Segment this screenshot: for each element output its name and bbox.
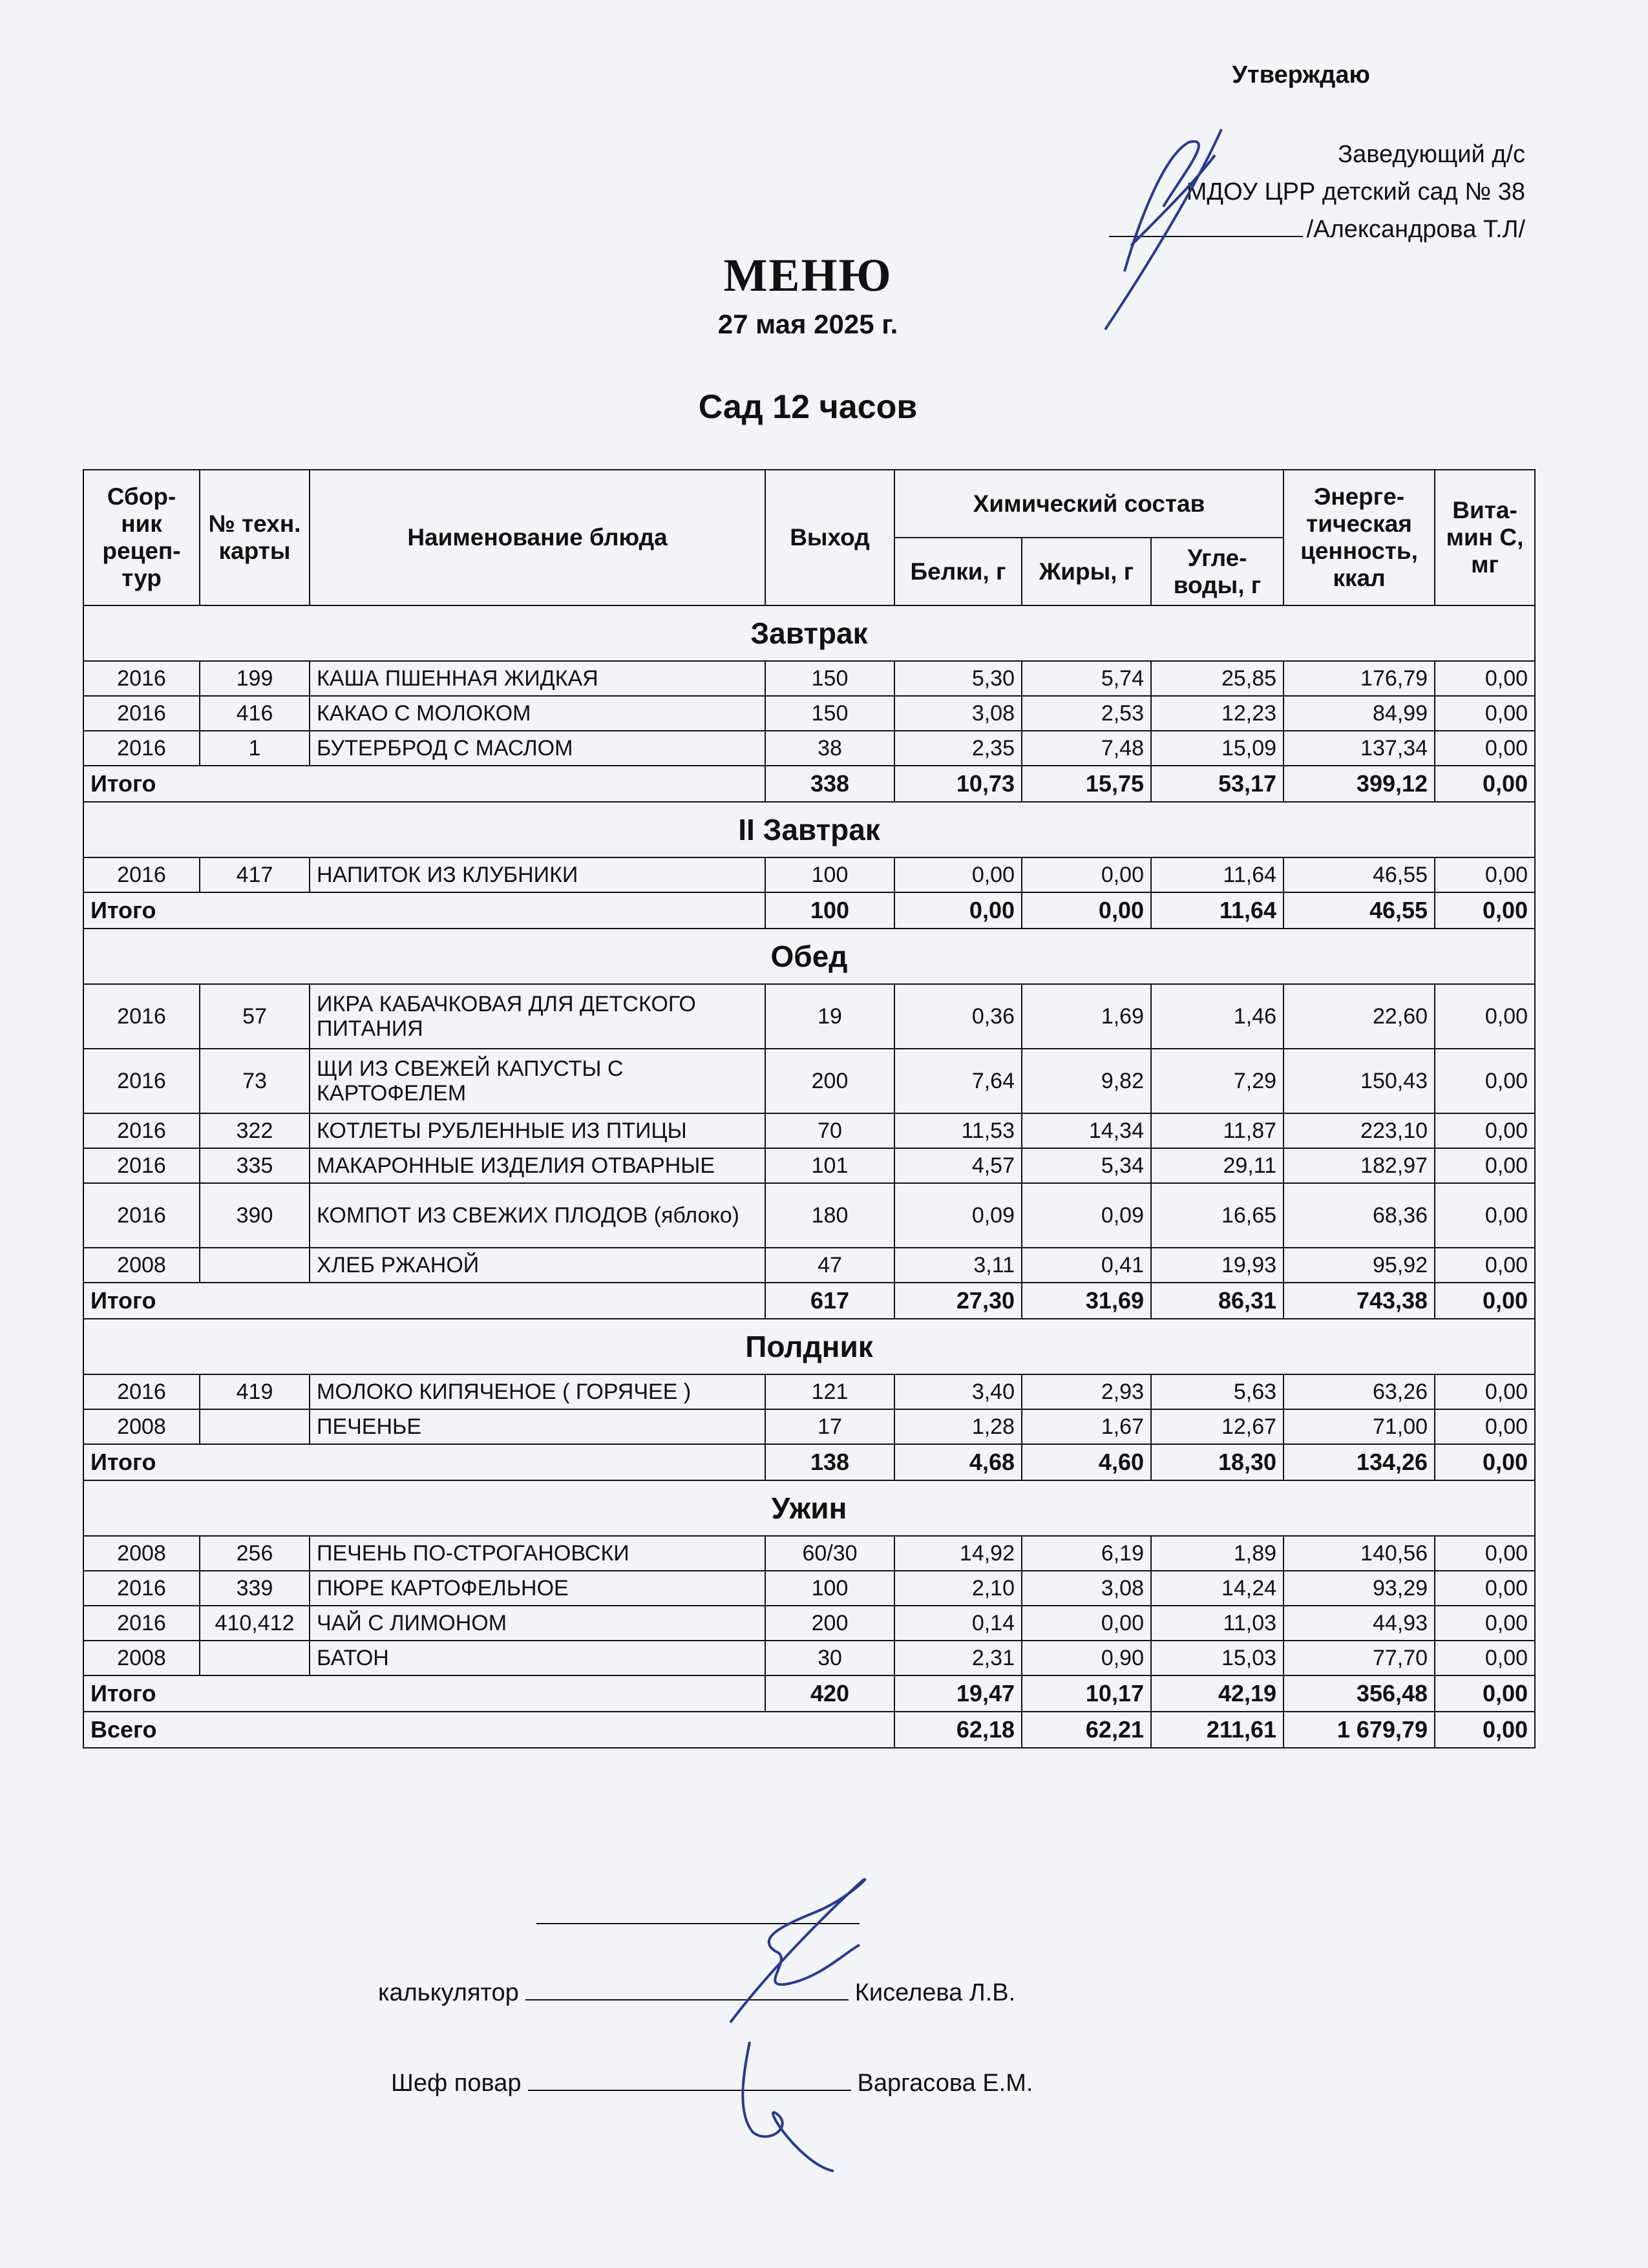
- cell-carbs: 29,11: [1151, 1148, 1284, 1183]
- calculator-name: Киселева Л.В.: [854, 1979, 1016, 2006]
- cell-vitamin: 0,00: [1435, 1248, 1535, 1283]
- total-label: Итого: [83, 1675, 765, 1712]
- cell-energy: 44,93: [1284, 1606, 1435, 1641]
- cell-fat: 5,34: [1022, 1148, 1151, 1183]
- cell-energy: 140,56: [1284, 1536, 1435, 1571]
- cell-card: 199: [200, 661, 310, 696]
- page-title: МЕНЮ: [723, 249, 893, 301]
- section-title: Обед: [83, 929, 1535, 984]
- grand-total-carbs: 211,61: [1151, 1712, 1284, 1748]
- cell-dish: МОЛОКО КИПЯЧЕНОЕ ( ГОРЯЧЕЕ ): [310, 1374, 765, 1409]
- cell-yield: 47: [765, 1248, 894, 1283]
- cell-protein: 4,57: [894, 1148, 1022, 1183]
- cell-carbs: 5,63: [1151, 1374, 1284, 1409]
- total-carbs: 42,19: [1151, 1675, 1284, 1712]
- cell-protein: 2,10: [894, 1571, 1022, 1606]
- cell-protein: 2,31: [894, 1641, 1022, 1675]
- cell-protein: 3,08: [894, 696, 1022, 731]
- cell-vitamin: 0,00: [1435, 1571, 1535, 1606]
- cell-dish: ЩИ ИЗ СВЕЖЕЙ КАПУСТЫ С КАРТОФЕЛЕМ: [310, 1049, 765, 1113]
- total-vitamin: 0,00: [1435, 1444, 1535, 1480]
- total-energy: 743,38: [1284, 1283, 1435, 1319]
- cell-protein: 0,14: [894, 1606, 1022, 1641]
- chef-signature: [391, 2070, 1033, 2097]
- cell-vitamin: 0,00: [1435, 1641, 1535, 1675]
- total-vitamin: 0,00: [1435, 1283, 1535, 1319]
- cell-carbs: 16,65: [1151, 1183, 1284, 1248]
- cell-carbs: 12,23: [1151, 696, 1284, 731]
- total-energy: 399,12: [1284, 766, 1435, 802]
- total-vitamin: 0,00: [1435, 1675, 1535, 1712]
- cell-collection: 2016: [83, 1113, 200, 1148]
- grand-total-label: Всего: [83, 1712, 894, 1748]
- total-yield: 617: [765, 1283, 894, 1319]
- cell-yield: 200: [765, 1606, 894, 1641]
- cell-card: 390: [200, 1183, 310, 1248]
- cell-collection: 2016: [83, 1049, 200, 1113]
- cell-card: 335: [200, 1148, 310, 1183]
- col-yield: Выход: [765, 470, 894, 605]
- total-energy: 356,48: [1284, 1675, 1435, 1712]
- section-header-row: [83, 929, 1535, 984]
- table-row: [83, 1183, 1535, 1248]
- cell-energy: 84,99: [1284, 696, 1435, 731]
- cell-collection: 2016: [83, 984, 200, 1049]
- total-carbs: 86,31: [1151, 1283, 1284, 1319]
- approval-position: Заведующий д/с: [1338, 141, 1525, 168]
- cell-fat: 2,53: [1022, 696, 1151, 731]
- menu-date: 27 мая 2025 г.: [717, 309, 898, 339]
- total-row: [83, 1444, 1535, 1480]
- cell-carbs: 19,93: [1151, 1248, 1284, 1283]
- cell-card: 339: [200, 1571, 310, 1606]
- cell-fat: 6,19: [1022, 1536, 1151, 1571]
- cell-dish: ПЮРЕ КАРТОФЕЛЬНОЕ: [310, 1571, 765, 1606]
- grand-total-fat: 62,21: [1022, 1712, 1151, 1748]
- col-energy: Энерге-тическая ценность, ккал: [1284, 470, 1435, 605]
- total-label: Итого: [83, 892, 765, 929]
- cell-vitamin: 0,00: [1435, 1374, 1535, 1409]
- table-row: [83, 1409, 1535, 1444]
- approval-organization: МДОУ ЦРР детский сад № 38: [1186, 178, 1525, 205]
- total-energy: 134,26: [1284, 1444, 1435, 1480]
- cell-carbs: 11,64: [1151, 857, 1284, 892]
- col-carbs: Угле-воды, г: [1151, 538, 1284, 605]
- cell-fat: 1,69: [1022, 984, 1151, 1049]
- total-protein: 19,47: [894, 1675, 1022, 1712]
- table-row: [83, 1248, 1535, 1283]
- total-carbs: 18,30: [1151, 1444, 1284, 1480]
- cell-dish: БАТОН: [310, 1641, 765, 1675]
- table-row: [83, 1113, 1535, 1148]
- cell-energy: 77,70: [1284, 1641, 1435, 1675]
- cell-protein: 7,64: [894, 1049, 1022, 1113]
- cell-collection: 2016: [83, 1148, 200, 1183]
- col-dish: Наименование блюда: [310, 470, 765, 605]
- total-row: [83, 892, 1535, 929]
- cell-dish: НАПИТОК ИЗ КЛУБНИКИ: [310, 857, 765, 892]
- cell-energy: 46,55: [1284, 857, 1435, 892]
- cell-fat: 0,41: [1022, 1248, 1151, 1283]
- cell-vitamin: 0,00: [1435, 731, 1535, 766]
- table-row: [83, 696, 1535, 731]
- total-energy: 46,55: [1284, 892, 1435, 929]
- cell-fat: 0,90: [1022, 1641, 1151, 1675]
- cell-yield: 70: [765, 1113, 894, 1148]
- col-collection: Сбор-ник рецеп-тур: [83, 470, 200, 605]
- total-yield: 420: [765, 1675, 894, 1712]
- cell-carbs: 11,87: [1151, 1113, 1284, 1148]
- section-header-row: [83, 1319, 1535, 1374]
- cell-dish: ИКРА КАБАЧКОВАЯ ДЛЯ ДЕТСКОГО ПИТАНИЯ: [310, 984, 765, 1049]
- cell-card: 419: [200, 1374, 310, 1409]
- cell-yield: 180: [765, 1183, 894, 1248]
- cell-collection: 2008: [83, 1536, 200, 1571]
- total-protein: 27,30: [894, 1283, 1022, 1319]
- grand-total-row: [83, 1712, 1535, 1748]
- cell-vitamin: 0,00: [1435, 1148, 1535, 1183]
- cell-collection: 2016: [83, 1374, 200, 1409]
- cell-carbs: 15,03: [1151, 1641, 1284, 1675]
- cell-dish: КАКАО С МОЛОКОМ: [310, 696, 765, 731]
- cell-dish: МАКАРОННЫЕ ИЗДЕЛИЯ ОТВАРНЫЕ: [310, 1148, 765, 1183]
- cell-collection: 2008: [83, 1248, 200, 1283]
- cell-yield: 30: [765, 1641, 894, 1675]
- group-title: Сад 12 часов: [698, 388, 918, 426]
- cell-fat: 14,34: [1022, 1113, 1151, 1148]
- cell-carbs: 15,09: [1151, 731, 1284, 766]
- cell-protein: 1,28: [894, 1409, 1022, 1444]
- col-vitamin: Вита-мин С, мг: [1435, 470, 1535, 605]
- section-header-row: [83, 605, 1535, 661]
- calculator-signature: [378, 1979, 1015, 2007]
- cell-protein: 0,36: [894, 984, 1022, 1049]
- cell-dish: БУТЕРБРОД С МАСЛОМ: [310, 731, 765, 766]
- approval-title: Утверждаю: [1232, 61, 1370, 89]
- table-row: [83, 1536, 1535, 1571]
- table-row: [83, 984, 1535, 1049]
- cell-vitamin: 0,00: [1435, 1049, 1535, 1113]
- cell-collection: 2016: [83, 696, 200, 731]
- total-label: Итого: [83, 766, 765, 802]
- calculator-signature-scribble: [717, 1874, 879, 2029]
- cell-card: [200, 1248, 310, 1283]
- table-row: [83, 857, 1535, 892]
- cell-collection: 2016: [83, 661, 200, 696]
- cell-card: 410,412: [200, 1606, 310, 1641]
- cell-yield: 19: [765, 984, 894, 1049]
- cell-vitamin: 0,00: [1435, 1536, 1535, 1571]
- total-row: [83, 766, 1535, 802]
- table-row: [83, 731, 1535, 766]
- cell-vitamin: 0,00: [1435, 857, 1535, 892]
- cell-carbs: 11,03: [1151, 1606, 1284, 1641]
- total-protein: 4,68: [894, 1444, 1022, 1480]
- cell-dish: ХЛЕБ РЖАНОЙ: [310, 1248, 765, 1283]
- total-protein: 0,00: [894, 892, 1022, 929]
- cell-protein: 2,35: [894, 731, 1022, 766]
- cell-energy: 68,36: [1284, 1183, 1435, 1248]
- table-row: [83, 1571, 1535, 1606]
- cell-vitamin: 0,00: [1435, 696, 1535, 731]
- cell-protein: 3,11: [894, 1248, 1022, 1283]
- col-chem: Химический состав: [894, 470, 1284, 538]
- col-card: № техн. карты: [200, 470, 310, 605]
- cell-vitamin: 0,00: [1435, 984, 1535, 1049]
- cell-energy: 137,34: [1284, 731, 1435, 766]
- grand-total-energy: 1 679,79: [1284, 1712, 1435, 1748]
- cell-card: 57: [200, 984, 310, 1049]
- total-label: Итого: [83, 1283, 765, 1319]
- total-carbs: 53,17: [1151, 766, 1284, 802]
- cell-card: 417: [200, 857, 310, 892]
- total-yield: 138: [765, 1444, 894, 1480]
- cell-fat: 3,08: [1022, 1571, 1151, 1606]
- cell-vitamin: 0,00: [1435, 1113, 1535, 1148]
- cell-yield: 100: [765, 857, 894, 892]
- chef-label: Шеф повар: [391, 2070, 522, 2097]
- cell-yield: 17: [765, 1409, 894, 1444]
- total-fat: 4,60: [1022, 1444, 1151, 1480]
- cell-protein: 0,09: [894, 1183, 1022, 1248]
- cell-carbs: 25,85: [1151, 661, 1284, 696]
- cell-energy: 71,00: [1284, 1409, 1435, 1444]
- section-title: Полдник: [83, 1319, 1535, 1374]
- section-header-row: [83, 1480, 1535, 1536]
- cell-dish: КОМПОТ ИЗ СВЕЖИХ ПЛОДОВ (яблоко): [310, 1183, 765, 1248]
- cell-energy: 63,26: [1284, 1374, 1435, 1409]
- cell-protein: 0,00: [894, 857, 1022, 892]
- cell-dish: ПЕЧЕНЬ ПО-СТРОГАНОВСКИ: [310, 1536, 765, 1571]
- cell-carbs: 7,29: [1151, 1049, 1284, 1113]
- cell-yield: 101: [765, 1148, 894, 1183]
- col-protein: Белки, г: [894, 538, 1022, 605]
- cell-collection: 2016: [83, 731, 200, 766]
- grand-total-protein: 62,18: [894, 1712, 1022, 1748]
- cell-collection: 2016: [83, 1183, 200, 1248]
- cell-fat: 0,00: [1022, 857, 1151, 892]
- section-title: Ужин: [83, 1480, 1535, 1536]
- table-row: [83, 1606, 1535, 1641]
- cell-fat: 7,48: [1022, 731, 1151, 766]
- section-title: Завтрак: [83, 605, 1535, 661]
- cell-fat: 0,09: [1022, 1183, 1151, 1248]
- cell-card: [200, 1641, 310, 1675]
- total-row: [83, 1283, 1535, 1319]
- total-yield: 338: [765, 766, 894, 802]
- cell-yield: 150: [765, 661, 894, 696]
- cell-protein: 3,40: [894, 1374, 1022, 1409]
- cell-yield: 60/30: [765, 1536, 894, 1571]
- table-row: [83, 1148, 1535, 1183]
- cell-dish: КОТЛЕТЫ РУБЛЕННЫЕ ИЗ ПТИЦЫ: [310, 1113, 765, 1148]
- cell-protein: 5,30: [894, 661, 1022, 696]
- cell-carbs: 12,67: [1151, 1409, 1284, 1444]
- cell-vitamin: 0,00: [1435, 1606, 1535, 1641]
- cell-fat: 0,00: [1022, 1606, 1151, 1641]
- cell-protein: 11,53: [894, 1113, 1022, 1148]
- cell-energy: 22,60: [1284, 984, 1435, 1049]
- cell-yield: 200: [765, 1049, 894, 1113]
- total-yield: 100: [765, 892, 894, 929]
- cell-yield: 38: [765, 731, 894, 766]
- cell-fat: 9,82: [1022, 1049, 1151, 1113]
- approval-name: /Александрова Т.Л/: [1306, 216, 1525, 243]
- cell-vitamin: 0,00: [1435, 1409, 1535, 1444]
- total-vitamin: 0,00: [1435, 892, 1535, 929]
- cell-card: 73: [200, 1049, 310, 1113]
- cell-vitamin: 0,00: [1435, 661, 1535, 696]
- cell-carbs: 1,46: [1151, 984, 1284, 1049]
- col-fat: Жиры, г: [1022, 538, 1151, 605]
- table-row: [83, 1374, 1535, 1409]
- total-vitamin: 0,00: [1435, 766, 1535, 802]
- cell-collection: 2008: [83, 1641, 200, 1675]
- total-carbs: 11,64: [1151, 892, 1284, 929]
- table-row: [83, 1641, 1535, 1675]
- cell-collection: 2016: [83, 1606, 200, 1641]
- cell-protein: 14,92: [894, 1536, 1022, 1571]
- cell-card: 256: [200, 1536, 310, 1571]
- cell-yield: 100: [765, 1571, 894, 1606]
- cell-energy: 95,92: [1284, 1248, 1435, 1283]
- total-fat: 15,75: [1022, 766, 1151, 802]
- cell-energy: 182,97: [1284, 1148, 1435, 1183]
- cell-card: 416: [200, 696, 310, 731]
- cell-fat: 5,74: [1022, 661, 1151, 696]
- chef-name: Варгасова Е.М.: [857, 2070, 1033, 2097]
- total-label: Итого: [83, 1444, 765, 1480]
- cell-energy: 150,43: [1284, 1049, 1435, 1113]
- cell-carbs: 14,24: [1151, 1571, 1284, 1606]
- cell-dish: ПЕЧЕНЬЕ: [310, 1409, 765, 1444]
- cell-yield: 121: [765, 1374, 894, 1409]
- cell-collection: 2016: [83, 1571, 200, 1606]
- section-title: II Завтрак: [83, 802, 1535, 857]
- cell-yield: 150: [765, 696, 894, 731]
- cell-fat: 1,67: [1022, 1409, 1151, 1444]
- cell-carbs: 1,89: [1151, 1536, 1284, 1571]
- cell-card: [200, 1409, 310, 1444]
- menu-body: [83, 605, 1535, 1748]
- cell-dish: КАША ПШЕННАЯ ЖИДКАЯ: [310, 661, 765, 696]
- grand-total-vitamin: 0,00: [1435, 1712, 1535, 1748]
- table-row: [83, 661, 1535, 696]
- cell-energy: 93,29: [1284, 1571, 1435, 1606]
- cell-energy: 176,79: [1284, 661, 1435, 696]
- cell-energy: 223,10: [1284, 1113, 1435, 1148]
- cell-vitamin: 0,00: [1435, 1183, 1535, 1248]
- total-row: [83, 1675, 1535, 1712]
- total-protein: 10,73: [894, 766, 1022, 802]
- table-row: [83, 1049, 1535, 1113]
- cell-collection: 2016: [83, 857, 200, 892]
- total-fat: 31,69: [1022, 1283, 1151, 1319]
- cell-dish: ЧАЙ С ЛИМОНОМ: [310, 1606, 765, 1641]
- total-fat: 0,00: [1022, 892, 1151, 929]
- cell-card: 322: [200, 1113, 310, 1148]
- section-header-row: [83, 802, 1535, 857]
- calculator-label: калькулятор: [378, 1979, 519, 2006]
- cell-card: 1: [200, 731, 310, 766]
- chef-signature-scribble: [724, 2035, 853, 2178]
- menu-table: [83, 469, 1536, 1748]
- total-fat: 10,17: [1022, 1675, 1151, 1712]
- cell-fat: 2,93: [1022, 1374, 1151, 1409]
- cell-collection: 2008: [83, 1409, 200, 1444]
